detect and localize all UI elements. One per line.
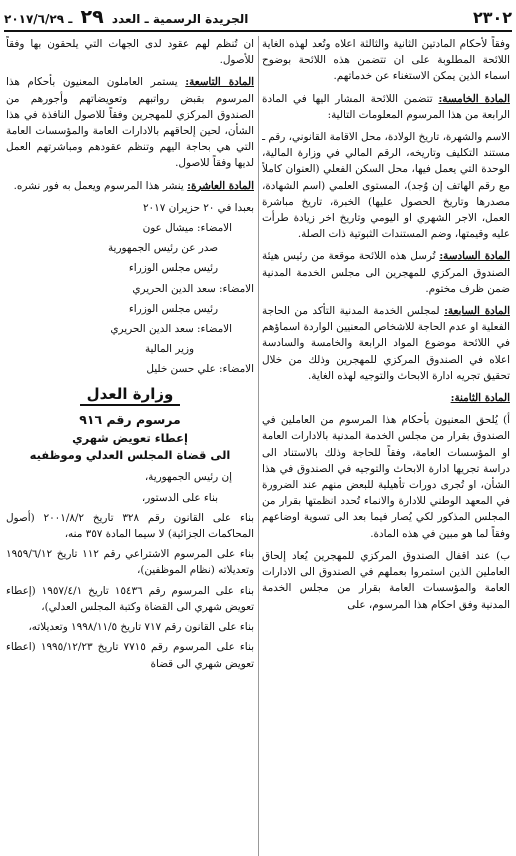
issue-date: ـ ٢٠١٧/٦/٢٩ [4, 12, 73, 26]
article-text: تُرسل هذه اللائحة موقعة من رئيس هيئة الصندوق المركزي للمهجرين الى مجلس الخدمة المدنية ضمن ظرف مختوم. [262, 250, 510, 295]
preamble-line: بناء على المرسوم رقم ١٥٤٣٦ تاريخ ١٩٥٧/٤/١ (إعطاء تعويض شهري الى القضاة وكتبة المجلس العدلي)، [6, 584, 254, 613]
article-text: يستمر العاملون المعنيون بأحكام هذا المرسوم بقبض رواتبهم وتعويضاتهم وأجورهم من الصندوق المركزي للمهجرين وفقاً للاصول النافذة في هذا الشأن، لحين إلحاقهم بالادارات العامة والمؤسسات العامة التي هي بحاجة اليهم وتنظم عقودهم ومباشرتهم العمل لديها وفقاً للاصول. [6, 76, 254, 170]
article-text: لمجلس الخدمة المدنية التأكد من الحاجة الفعلية او عدم الحاجة للاشخاص المعنيين الواردة اسماؤهم في اللائحة موضوع المواد الرابعة والخامسة والسادسة اعلاه في الصندوق المركزي للمهجرين وذلك من خلال تحقيق تجريه ادارة الابحاث والتوجيه لهذه الغاية. [262, 305, 510, 382]
paragraph: الاسم والشهرة، تاريخ الولادة، محل الاقامة القانوني، رقم ـ مستند التكليف وتاريخه، الرقم المالي في وزارة المالية، الوحدة التي يعمل فيها، محل السكن الفعلي (العنوان كاملاً مع رقم الهاتف إن وُجد)، المستوى العلمي (اسم الشهادة، مصدرها وتاريخ الحصول عليها) الخبرة، تاريخ مباشرة العمل، الاجر الشهري او اليومي وتاريخ اخر زيادة طرأت عليه وقيمتها، وضم المستندات الثبوتية ذات الصلة. [262, 131, 510, 241]
pm-title: رئيس مجلس الوزراء [128, 262, 218, 275]
paragraph: وفقاً لأحكام المادتين الثانية والثالثة اعلاه وتُعد لهذه الغاية اللائحة المطلوبة على ان تتضمن هذه اللائحة بوضوح اسماء الذين يمكن الاستغناء عن خدماتهم. [262, 38, 510, 83]
column-divider [258, 36, 259, 856]
article-label: المادة السادسة: [439, 250, 510, 263]
decree-subject: الى قضاة المجلس العدلي وموظفيه [29, 448, 231, 463]
preamble-line: بناء على القانون رقم ٧١٧ تاريخ ١٩٩٨/١١/٥ وتعديلاته، [28, 621, 254, 634]
finance-minister-title: وزير المالية [144, 343, 194, 356]
article-text: تتضمن اللائحة المشار اليها في المادة الرابعة من هذا المرسوم المعلومات التالية: [262, 92, 510, 121]
right-column [262, 36, 510, 856]
issue-number: ٢٩ [80, 6, 104, 28]
finance-minister-signature: الامضاء: علي حسن خليل [146, 363, 254, 376]
preamble-line: بناء على الدستور، [141, 491, 218, 504]
president-signature: الامضاء: ميشال عون [142, 222, 232, 235]
article-label: المادة التاسعة: [185, 76, 254, 89]
preamble-line: بناء على المرسوم رقم ٧٧١٥ تاريخ ١٩٩٥/١٢/٢٣ (اعطاء تعويض شهري الى قضاة [6, 641, 254, 670]
paragraph: ان تُنظم لهم عقود لدى الجهات التي يلحقون بها وفقاً للأصول. [6, 38, 254, 67]
preamble-line: إن رئيس الجمهورية، [144, 471, 232, 484]
article-8 [262, 390, 510, 406]
page-number: ٢٣٠٢ [472, 7, 512, 27]
ministry-heading: وزارة العدل [86, 384, 174, 403]
pm-signature: الامضاء: سعد الدين الحريري [132, 282, 254, 295]
article-label: المادة الثامنة: [450, 392, 510, 405]
clause-a: أ) يُلحق المعنيون بأحكام هذا المرسوم من العاملين في الصندوق بقرار من مجلس الخدمة المدنية بالادارات العامة او المؤسسات العامة، وفقاً للحاجة وذلك بالاستناد الى دراسة تجريها ادارة الابحاث والتوجيه في الصندوق في هذا الشأن، او تُجرى دورات تأهيلية للبعض منهم عند الضرورة في المعهد الوطني للادارة والانماء تُحدد انظمتها بقرار من المجلس المذكور لكي يُصار فيما بعد الى تسوية اوضاعهم وفقاً لما هو مبين في هذه المادة. [262, 414, 510, 540]
left-column [6, 36, 254, 856]
article-text: ينشر هذا المرسوم ويعمل به فور نشره. [13, 179, 184, 192]
article-5 [262, 91, 510, 123]
gazette-title-prefix: الجريدة الرسمية ـ العدد [111, 12, 249, 26]
pm-title: رئيس مجلس الوزراء [128, 302, 218, 315]
decree-number: مرسوم رقم ٩١٦ [79, 411, 181, 427]
article-label: المادة العاشرة: [187, 179, 254, 192]
article-10 [6, 178, 254, 194]
preamble-line: بناء على القانون رقم ٣٢٨ تاريخ ٢٠٠١/٨/٢ (أصول المحاكمات الجزائية) لا سيما المادة ٣٥٧ منه، [6, 511, 254, 541]
preamble-line: بناء على المرسوم الاشتراعي رقم ١١٢ تاريخ ١٩٥٩/٦/١٢ وتعديلاته (نظام الموظفين)، [6, 548, 254, 577]
clause-b: ب) عند اقفال الصندوق المركزي للمهجرين يُعاد إلحاق العاملين الذين استمروا بعملهم في الصندوق الى الادارات العامة والمؤسسات العامة بقرار من مجلس الخدمة المدنية وفق احكام هذا المرسوم، على [262, 549, 510, 611]
heading-underline [80, 404, 180, 406]
issued-by: صدر عن رئيس الجمهورية [107, 242, 218, 255]
article-9 [6, 74, 254, 171]
pm-signature: الامضاء: سعد الدين الحريري [110, 323, 232, 336]
page-header [4, 4, 512, 32]
gazette-title [4, 6, 248, 28]
article-7 [262, 303, 510, 384]
signature-date: بعبدا في ٢٠ حزيران ٢٠١٧ [142, 201, 254, 214]
article-label: المادة السابعة: [444, 305, 510, 318]
article-label: المادة الخامسة: [438, 92, 510, 105]
decree-subject: إعطاء تعويض شهري [72, 431, 188, 446]
article-6 [262, 248, 510, 297]
